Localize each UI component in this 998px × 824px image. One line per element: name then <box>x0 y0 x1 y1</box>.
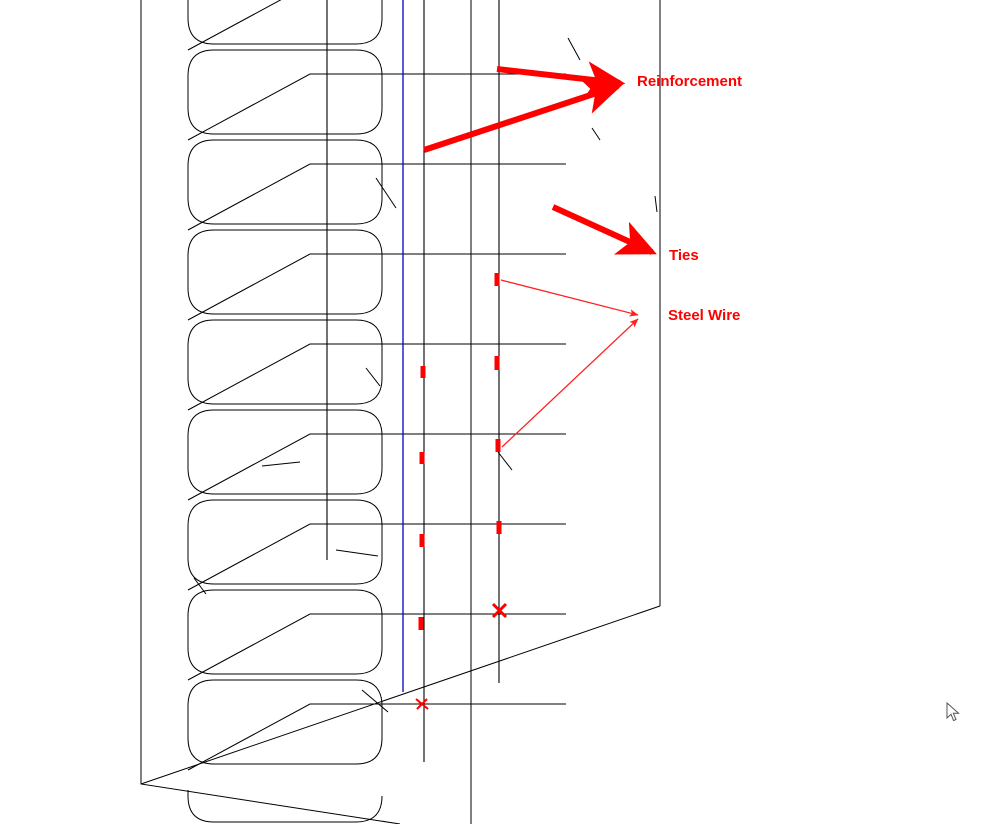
steel-wire-marker <box>420 452 425 464</box>
steel-wire-marker <box>496 439 501 452</box>
tie-loop <box>188 164 566 314</box>
tie-loop <box>188 344 566 494</box>
steel-wire-leader-2 <box>502 319 638 447</box>
detail-tick <box>376 178 396 208</box>
steel-wire-leader-1 <box>501 280 638 315</box>
steel-wire-marker <box>495 356 500 370</box>
slab-edge-left <box>141 0 400 824</box>
reinforcement-leader-2 <box>424 86 618 150</box>
cage-outline-group <box>141 0 660 824</box>
steel-wire-marker <box>421 366 426 378</box>
tie-loop <box>188 524 566 674</box>
detail-tick <box>262 462 300 466</box>
annotation-leader-group <box>424 69 652 447</box>
steel-wire-marker-group <box>416 273 506 709</box>
detail-tick <box>568 38 580 60</box>
steel-wire-marker <box>419 617 424 630</box>
annotation-label-reinforcement: Reinforcement <box>637 73 743 90</box>
tie-loop <box>188 74 566 224</box>
detail-tick <box>592 128 600 140</box>
steel-wire-marker <box>497 521 502 534</box>
tie-loop-partial <box>188 704 566 822</box>
steel-wire-marker <box>420 534 425 547</box>
detail-tick <box>498 452 512 470</box>
annotation-label-steel-wire: Steel Wire <box>668 307 741 324</box>
slab-edge-bottom <box>141 606 660 784</box>
tie-loop <box>188 614 566 764</box>
detail-tick <box>655 196 657 212</box>
annotation-label-ties: Ties <box>669 247 699 264</box>
tie-loop <box>188 0 566 44</box>
reinforcement-leader-1 <box>497 69 620 83</box>
tie-loop <box>188 0 566 134</box>
tie-loop <box>188 434 566 584</box>
ties-leader-1 <box>553 207 652 252</box>
detail-tick <box>366 368 380 386</box>
steel-wire-marker <box>495 273 500 286</box>
detail-tick <box>336 550 378 556</box>
